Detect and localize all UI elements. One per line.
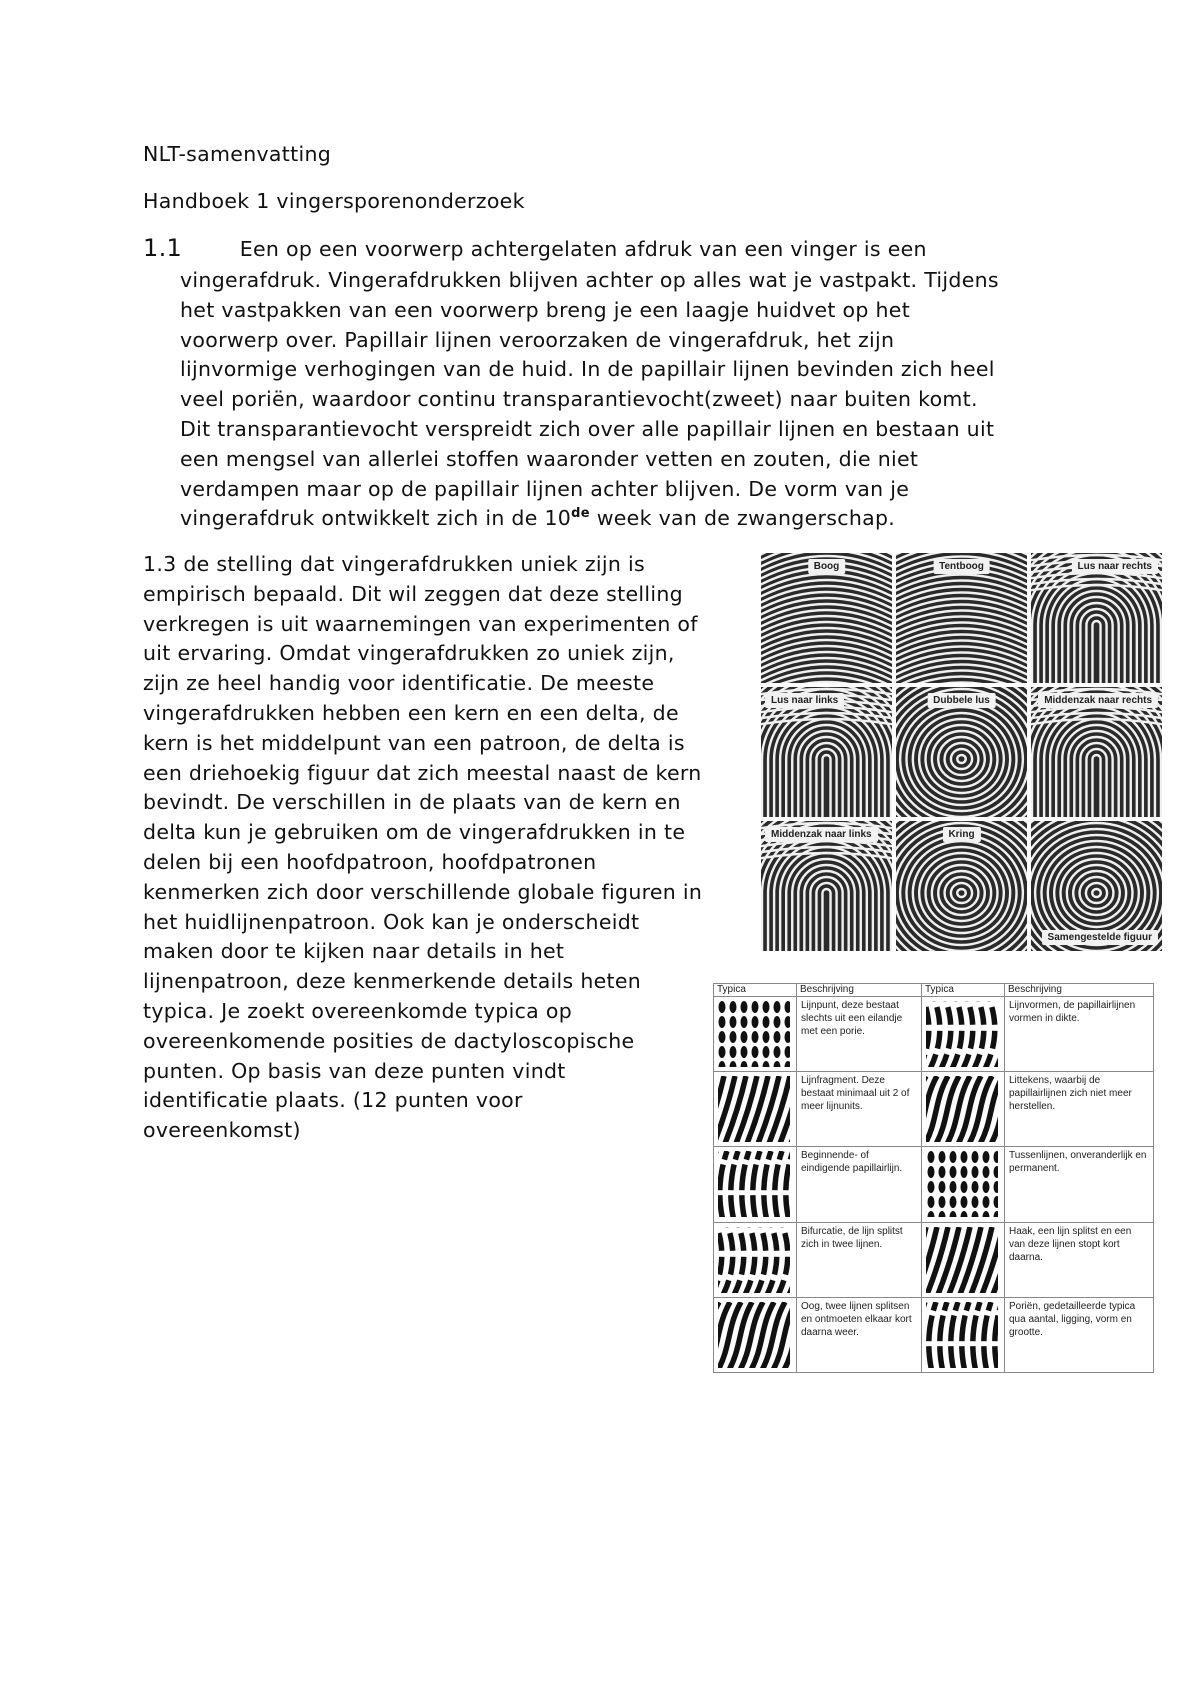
typica-description: Lijnpunt, deze bestaat slechts uit een eilandje met een porie. [797,997,922,1072]
paragraph-line: een mengsel van allerlei stoffen waaronder vetten en zouten, die niet [180,446,919,471]
fingerprint-pattern [896,821,1027,951]
typica-description: Bifurcatie, de lijn splitst zich in twee lijnen. [797,1222,922,1297]
paragraph-line: Dit transparantievocht verspreidt zich over alle papillair lijnen en bestaan uit [180,416,995,441]
paragraph-line: vingerafdruk. Vingerafdrukken blijven achter op alles wat je vastpakt. Tijdens [180,268,999,292]
paragraph-line: bevindt. De verschillen in de plaats van de kern en [143,790,681,815]
paragraph-line: delta kun je gebruiken om de vingerafdrukken in te [143,820,686,845]
fingerprint-pattern [896,553,1027,683]
paragraph-line: het vastpakken van een voorwerp breng je een laagje huidvet op het [180,297,911,322]
fingerprint-pattern [1031,821,1162,951]
typica-image [922,1072,1005,1147]
paragraph-line: het huidlijnenpatroon. Ook kan je onderscheidt [143,909,640,934]
fingerprint-label: Middenzak naar links [765,827,878,842]
paragraph-line: uit ervaring. Omdat vingerafdrukken zo uniek zijn, [143,641,675,666]
table-header: Typica [922,984,1005,997]
line-text: week van de zwangerschap. [589,506,896,531]
table-row [714,1222,1154,1297]
paragraph-line: kenmerken zich door verschillende globale figuren in [143,879,703,904]
typica-image [714,1297,797,1372]
section-1-3-paragraph [143,550,702,1146]
paragraph-line: veel poriën, waardoor continu transparantievocht(zweet) naar buiten komt. [180,387,978,412]
paragraph-line: kern is het middelpunt van een patroon, de delta is [143,730,685,755]
table-header: Beschrijving [797,984,922,997]
paragraph-line: verdampen maar op de papillair lijnen achter blijven. De vorm van je [180,476,910,501]
paragraph-line: maken door te kijken naar details in het [143,939,565,964]
fingerprint-patterns-figure [761,553,1162,951]
typica-description: Poriën, gedetailleerde typica qua aantal, ligging, vorm en grootte. [1005,1297,1154,1372]
document-subtitle: Handboek 1 vingersporenonderzoek [143,189,525,213]
paragraph-line: identificatie plaats. (12 punten voor [143,1088,523,1113]
section-1-1-paragraph [180,266,999,534]
table-row [714,1147,1154,1222]
fingerprint-pattern [761,821,892,951]
paragraph-line: voorwerp over. Papillair lijnen veroorzaken de vingerafdruk, het zijn [180,327,895,352]
typica-image [922,1297,1005,1372]
typica-description: Lijnfragment. Deze bestaat minimaal uit 2 of meer lijnunits. [797,1072,922,1147]
paragraph-line: overeenkomende posities de dactyloscopische [143,1028,635,1053]
fingerprint-label: Middenzak naar rechts [1038,693,1158,708]
table-row [714,997,1154,1072]
section-1-1-heading [143,236,927,261]
paragraph-line: Een op een voorwerp achtergelaten afdruk van een vinger is een [239,237,927,261]
typica-table [713,983,1154,1373]
table-row [714,1072,1154,1147]
paragraph-line: zijn ze heel handig voor identificatie. De meeste [143,671,655,696]
paragraph-line: 1.3 de stelling dat vingerafdrukken uniek zijn is [143,552,645,576]
paragraph-line: lijnvormige verhogingen van de huid. In de papillair lijnen bevinden zich heel [180,357,995,382]
paragraph-line: verkregen is uit waarnemingen van experimenten of [143,611,698,636]
paragraph-line: typica. Je zoekt overeenkomde typica op [143,998,573,1023]
paragraph-line: overeenkomst) [143,1118,301,1143]
paragraph-line: een driehoekig figuur dat zich meestal naast de kern [143,760,702,785]
document-title: NLT-samenvatting [143,142,332,166]
fingerprint-pattern [896,687,1027,817]
fingerprint-label: Samengestelde figuur [1042,930,1158,945]
typica-description: Oog, twee lijnen splitsen en ontmoeten elkaar kort daarna weer. [797,1297,922,1372]
typica-description: Beginnende- of eindigende papillairlijn. [797,1147,922,1222]
typica-image [714,1147,797,1222]
table-row [714,1297,1154,1372]
table-header: Beschrijving [1005,984,1154,997]
fingerprint-pattern [1031,687,1162,817]
fingerprint-pattern [1031,553,1162,683]
paragraph-line: lijnenpatroon, deze kenmerkende details heten [143,969,642,994]
paragraph-line: vingerafdrukken hebben een kern en een delta, de [143,700,679,725]
typica-description: Lijnvormen, de papillairlijnen vormen in dikte. [1005,997,1154,1072]
fingerprint-label: Boog [808,559,846,574]
paragraph-line [180,504,999,534]
fingerprint-label: Tentboog [933,559,990,574]
table-header: Typica [714,984,797,997]
fingerprint-pattern [761,687,892,817]
line-text: vingerafdruk ontwikkelt zich in de 10 [180,506,572,531]
typica-description: Tussenlijnen, onveranderlijk en permanent. [1005,1147,1154,1222]
fingerprint-label: Lus naar links [765,693,844,708]
section-number: 1.1 [143,234,183,262]
typica-image [714,1222,797,1297]
superscript: de [571,505,590,521]
fingerprint-label: Kring [942,827,980,842]
paragraph-line: punten. Op basis van deze punten vindt [143,1058,566,1083]
typica-description: Littekens, waarbij de papillairlijnen zich niet meer herstellen. [1005,1072,1154,1147]
typica-image [714,1072,797,1147]
paragraph-line: empirisch bepaald. Dit wil zeggen dat deze stelling [143,581,683,606]
fingerprint-pattern [761,553,892,683]
paragraph-line: delen bij een hoofdpatroon, hoofdpatronen [143,849,597,874]
fingerprint-label: Lus naar rechts [1072,559,1158,574]
typica-image [714,997,797,1072]
typica-image [922,1147,1005,1222]
typica-image [922,1222,1005,1297]
typica-description: Haak, een lijn splitst en een van deze lijnen stopt kort daarna. [1005,1222,1154,1297]
typica-image [922,997,1005,1072]
fingerprint-label: Dubbele lus [927,693,996,708]
